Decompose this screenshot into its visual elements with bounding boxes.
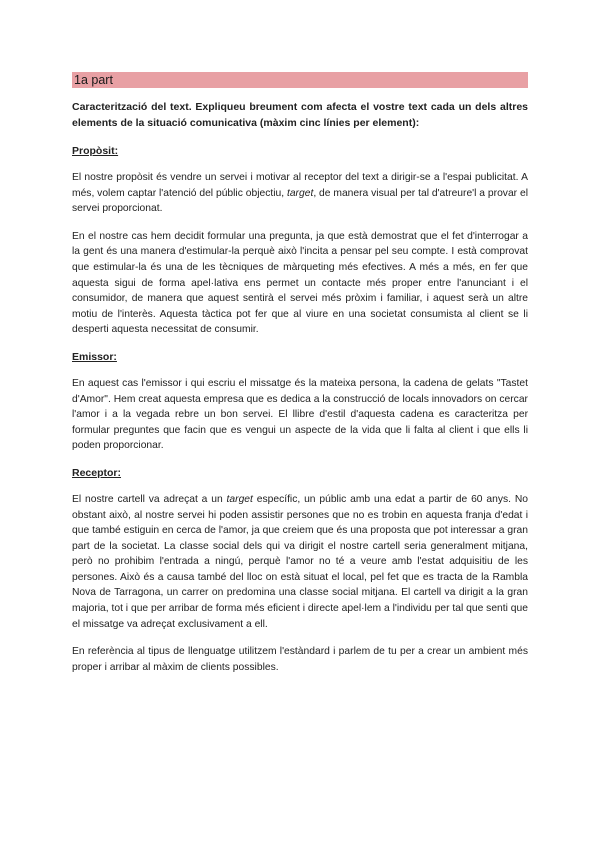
italic-term: target xyxy=(286,187,314,199)
paragraph-receptor-1 xyxy=(72,492,528,632)
part-title: 1a part xyxy=(72,72,528,88)
instructions: Caracterització del text. Expliqueu breument com afecta el vostre text cada un dels altres elements de la situació comunicativa (màxim cinc línies per element): xyxy=(72,101,528,129)
paragraph-emissor-1: En aquest cas l'emissor i qui escriu el missatge és la mateixa persona, la cadena de gelats "Tastet d'Amor". Hem creat aquesta empresa que es dedica a la construcció de locals innovadors on cercar l'amor i a la vegada rebre un bon servei. El llibre d'estil d'aquesta cadena es caracteritza per formular preguntes que facin que es vengui un aspecte de la vida que li falta al client i que ells li poden proporcionar. xyxy=(72,377,528,452)
text-segment: , de manera visual per tal d'atreure'l a provar el servei proporcionat. xyxy=(72,187,528,215)
heading-receptor: Receptor: xyxy=(72,466,122,479)
document-page xyxy=(72,72,528,687)
paragraph-receptor-2: En referència al tipus de llenguatge utilitzem l'estàndard i parlem de tu per a crear un ambient més proper i arribar al màxim de clients possibles. xyxy=(72,646,528,673)
text-segment: El nostre cartell va adreçat a un xyxy=(72,493,227,505)
heading-proposit: Propòsit: xyxy=(72,145,119,157)
text-segment: El nostre propòsit és vendre un servei i motivar al receptor del text a dirigir-se a l'espai publicitat. A més, volem captar l'atenció del públic objectiu, xyxy=(72,172,528,199)
paragraph-proposit-1 xyxy=(72,170,528,217)
paragraph-proposit-2: En el nostre cas hem decidit formular una pregunta, ja que està demostrat que el fet d'interrogar a la gent és una manera d'estimular-la perquè això l'incita a pensar pel seu compte. I està comprovat que estimular-la és una de les tècniques de màrqueting més efectives. A més a més, en fer que aquesta sigui de forma apel·lativa ens permet un contacte més proper entre l'anunciant i el consumidor, de manera que aquest sentirà el servei més pròxim i familiar, i aquest serà un altre motiu de l'interès. Aquesta tàctica pot fer que al viure en una societat consumista al client se li desperti aquesta necessitat de consumir. xyxy=(72,230,528,336)
italic-term: target xyxy=(226,493,253,505)
text-segment: específic, un públic amb una edat a partir de 60 anys. No obstant això, al nostre servei hi poden assistir persones que no es trobin en aquesta franja d'edat i que també estiguin en cerca de l'amor, ja que creiem que és una proposta que pot interessar a gran part de la societat. La classe social dels qui va dirigit el nostre cartell seria generalment mitjana, però no prohibim l'entrada a ningú, perquè l'amor no té a veure amb l'estat adquisitiu de les persones. Això és a causa també del lloc on està situat el local, pel fet que es tracta de la Rambla Nova de Tarragona, un carrer on predomina una classe social mitjana. El cartell va dirigit a la gran majoria, tot i que per arribar de forma més eficient i directe apel·lem a l'individu per tal que senti que el missatge va adreçat exclusivament a ell. xyxy=(72,493,528,630)
heading-emissor: Emissor: xyxy=(72,350,117,363)
